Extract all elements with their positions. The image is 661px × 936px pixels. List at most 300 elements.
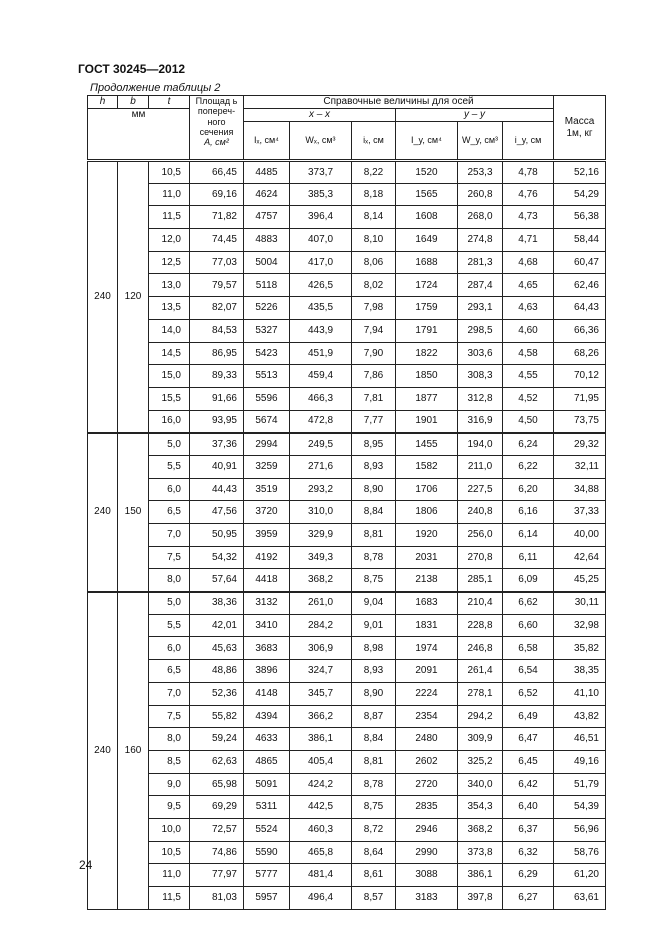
mass-header: Масса 1м, кг bbox=[554, 96, 606, 161]
ry-cell: 6,09 bbox=[503, 569, 554, 592]
rx-cell: 8,78 bbox=[352, 773, 396, 796]
iy-cell: 2091 bbox=[396, 660, 458, 683]
mass-cell: 61,20 bbox=[554, 864, 606, 887]
ix-cell: 4633 bbox=[244, 728, 290, 751]
ix-cell: 3959 bbox=[244, 524, 290, 547]
ix-cell: 5423 bbox=[244, 342, 290, 365]
iy-cell: 2602 bbox=[396, 750, 458, 773]
wy-cell: 246,8 bbox=[458, 637, 503, 660]
wx-cell: 407,0 bbox=[290, 229, 352, 252]
t-cell: 9,0 bbox=[149, 773, 190, 796]
ry-cell: 4,73 bbox=[503, 206, 554, 229]
ix-cell: 5311 bbox=[244, 796, 290, 819]
wx-cell: 405,4 bbox=[290, 750, 352, 773]
rx-cell: 8,75 bbox=[352, 569, 396, 592]
t-cell: 8,0 bbox=[149, 728, 190, 751]
area-cell: 45,63 bbox=[190, 637, 244, 660]
table-row bbox=[88, 455, 606, 478]
wy-cell: 340,0 bbox=[458, 773, 503, 796]
wx-cell: 271,6 bbox=[290, 455, 352, 478]
area-cell: 50,95 bbox=[190, 524, 244, 547]
area-cell: 79,57 bbox=[190, 274, 244, 297]
ry-cell: 6,20 bbox=[503, 478, 554, 501]
ry-cell: 6,11 bbox=[503, 546, 554, 569]
area-cell: 44,43 bbox=[190, 478, 244, 501]
mass-cell: 41,10 bbox=[554, 682, 606, 705]
iy-cell: 1520 bbox=[396, 161, 458, 184]
t-cell: 16,0 bbox=[149, 410, 190, 433]
area-cell: 57,64 bbox=[190, 569, 244, 592]
t-cell: 7,0 bbox=[149, 524, 190, 547]
rx-cell: 8,57 bbox=[352, 887, 396, 910]
mass-cell: 51,79 bbox=[554, 773, 606, 796]
ix-cell: 4418 bbox=[244, 569, 290, 592]
area-cell: 93,95 bbox=[190, 410, 244, 433]
mass-cell: 56,96 bbox=[554, 818, 606, 841]
area-symbol: A, см² bbox=[204, 137, 229, 148]
mass-cell: 46,51 bbox=[554, 728, 606, 751]
group-240x160 bbox=[88, 592, 606, 910]
wx-header: Wₓ, см³ bbox=[290, 122, 352, 161]
t-cell: 5,5 bbox=[149, 455, 190, 478]
b-value-cell: 120 bbox=[118, 161, 149, 433]
ry-cell: 4,55 bbox=[503, 365, 554, 388]
h-value-cell: 240 bbox=[88, 161, 118, 433]
t-cell: 7,5 bbox=[149, 705, 190, 728]
iy-cell: 3183 bbox=[396, 887, 458, 910]
table-row bbox=[88, 229, 606, 252]
wy-cell: 309,9 bbox=[458, 728, 503, 751]
area-cell: 54,32 bbox=[190, 546, 244, 569]
wx-cell: 496,4 bbox=[290, 887, 352, 910]
area-cell: 69,16 bbox=[190, 183, 244, 206]
t-cell: 13,0 bbox=[149, 274, 190, 297]
group-240x150 bbox=[88, 433, 606, 592]
t-cell: 5,0 bbox=[149, 433, 190, 456]
iy-cell: 1649 bbox=[396, 229, 458, 252]
ry-header: i_y, см bbox=[503, 122, 554, 161]
ix-cell: 5226 bbox=[244, 297, 290, 320]
wx-cell: 472,8 bbox=[290, 410, 352, 433]
ix-cell: 3519 bbox=[244, 478, 290, 501]
rx-header: iₓ, см bbox=[352, 122, 396, 161]
table-row bbox=[88, 206, 606, 229]
t-cell: 10,5 bbox=[149, 161, 190, 184]
table-row bbox=[88, 365, 606, 388]
wx-cell: 306,9 bbox=[290, 637, 352, 660]
mass-cell: 32,98 bbox=[554, 614, 606, 637]
iy-cell: 1831 bbox=[396, 614, 458, 637]
iy-cell: 2138 bbox=[396, 569, 458, 592]
table-row bbox=[88, 818, 606, 841]
mass-cell: 58,44 bbox=[554, 229, 606, 252]
wy-cell: 354,3 bbox=[458, 796, 503, 819]
wy-cell: 312,8 bbox=[458, 387, 503, 410]
area-cell: 62,63 bbox=[190, 750, 244, 773]
table-header bbox=[88, 96, 606, 161]
t-cell: 7,5 bbox=[149, 546, 190, 569]
t-cell: 15,0 bbox=[149, 365, 190, 388]
wx-cell: 249,5 bbox=[290, 433, 352, 456]
ix-cell: 3132 bbox=[244, 592, 290, 615]
wx-cell: 442,5 bbox=[290, 796, 352, 819]
mass-cell: 71,95 bbox=[554, 387, 606, 410]
wy-cell: 227,5 bbox=[458, 478, 503, 501]
mass-cell: 52,16 bbox=[554, 161, 606, 184]
table-row bbox=[88, 614, 606, 637]
table-row bbox=[88, 478, 606, 501]
t-cell: 11,5 bbox=[149, 887, 190, 910]
mass-cell: 54,29 bbox=[554, 183, 606, 206]
wy-cell: 294,2 bbox=[458, 705, 503, 728]
rx-cell: 8,18 bbox=[352, 183, 396, 206]
ix-cell: 3720 bbox=[244, 501, 290, 524]
area-cell: 74,86 bbox=[190, 841, 244, 864]
t-cell: 6,0 bbox=[149, 637, 190, 660]
t-cell: 15,5 bbox=[149, 387, 190, 410]
t-cell: 10,0 bbox=[149, 818, 190, 841]
mass-cell: 64,43 bbox=[554, 297, 606, 320]
mass-cell: 68,26 bbox=[554, 342, 606, 365]
col-t-header: t bbox=[149, 96, 190, 109]
rx-cell: 7,81 bbox=[352, 387, 396, 410]
ry-cell: 6,37 bbox=[503, 818, 554, 841]
wx-cell: 435,5 bbox=[290, 297, 352, 320]
table-row bbox=[88, 342, 606, 365]
rx-cell: 7,98 bbox=[352, 297, 396, 320]
ry-cell: 6,27 bbox=[503, 887, 554, 910]
ix-cell: 4394 bbox=[244, 705, 290, 728]
table-row bbox=[88, 705, 606, 728]
area-cell: 72,57 bbox=[190, 818, 244, 841]
area-cell: 38,36 bbox=[190, 592, 244, 615]
ix-cell: 5777 bbox=[244, 864, 290, 887]
t-cell: 9,5 bbox=[149, 796, 190, 819]
page-number: 24 bbox=[79, 858, 93, 872]
mass-cell: 62,46 bbox=[554, 274, 606, 297]
ry-cell: 4,71 bbox=[503, 229, 554, 252]
ry-cell: 6,24 bbox=[503, 433, 554, 456]
table-row bbox=[88, 728, 606, 751]
mass-cell: 37,33 bbox=[554, 501, 606, 524]
wy-cell: 386,1 bbox=[458, 864, 503, 887]
table-row bbox=[88, 546, 606, 569]
wy-cell: 194,0 bbox=[458, 433, 503, 456]
wx-cell: 385,3 bbox=[290, 183, 352, 206]
table-row bbox=[88, 274, 606, 297]
ix-cell: 4192 bbox=[244, 546, 290, 569]
mass-cell: 63,61 bbox=[554, 887, 606, 910]
wy-cell: 274,8 bbox=[458, 229, 503, 252]
ix-cell: 5957 bbox=[244, 887, 290, 910]
wy-cell: 316,9 bbox=[458, 410, 503, 433]
ix-cell: 4865 bbox=[244, 750, 290, 773]
rx-cell: 8,64 bbox=[352, 841, 396, 864]
t-cell: 11,5 bbox=[149, 206, 190, 229]
wy-cell: 240,8 bbox=[458, 501, 503, 524]
area-cell: 89,33 bbox=[190, 365, 244, 388]
ix-cell: 5524 bbox=[244, 818, 290, 841]
rx-cell: 8,87 bbox=[352, 705, 396, 728]
mass-cell: 73,75 bbox=[554, 410, 606, 433]
table-row bbox=[88, 297, 606, 320]
document-title: ГОСТ 30245—2012 bbox=[78, 62, 186, 76]
mass-cell: 38,35 bbox=[554, 660, 606, 683]
wx-cell: 324,7 bbox=[290, 660, 352, 683]
ix-cell: 4148 bbox=[244, 682, 290, 705]
mass-cell: 49,16 bbox=[554, 750, 606, 773]
area-cell: 40,91 bbox=[190, 455, 244, 478]
ry-cell: 4,63 bbox=[503, 297, 554, 320]
t-cell: 14,0 bbox=[149, 319, 190, 342]
area-cell: 42,01 bbox=[190, 614, 244, 637]
rx-cell: 7,90 bbox=[352, 342, 396, 365]
iy-cell: 1877 bbox=[396, 387, 458, 410]
table-row bbox=[88, 161, 606, 184]
area-cell: 55,82 bbox=[190, 705, 244, 728]
table-row bbox=[88, 682, 606, 705]
rx-cell: 8,75 bbox=[352, 796, 396, 819]
rx-cell: 7,86 bbox=[352, 365, 396, 388]
ix-cell: 3259 bbox=[244, 455, 290, 478]
wx-cell: 466,3 bbox=[290, 387, 352, 410]
wx-cell: 386,1 bbox=[290, 728, 352, 751]
iy-cell: 1974 bbox=[396, 637, 458, 660]
ry-cell: 6,52 bbox=[503, 682, 554, 705]
iy-cell: 2835 bbox=[396, 796, 458, 819]
t-cell: 5,0 bbox=[149, 592, 190, 615]
ix-cell: 5327 bbox=[244, 319, 290, 342]
wy-cell: 281,3 bbox=[458, 251, 503, 274]
ix-cell: 5590 bbox=[244, 841, 290, 864]
wx-cell: 424,2 bbox=[290, 773, 352, 796]
table-row bbox=[88, 864, 606, 887]
ry-cell: 4,50 bbox=[503, 410, 554, 433]
table-row bbox=[88, 660, 606, 683]
rx-cell: 7,94 bbox=[352, 319, 396, 342]
table-row bbox=[88, 387, 606, 410]
wx-cell: 366,2 bbox=[290, 705, 352, 728]
wy-header: W_y, см³ bbox=[458, 122, 503, 161]
iy-cell: 1901 bbox=[396, 410, 458, 433]
t-cell: 13,5 bbox=[149, 297, 190, 320]
wx-cell: 284,2 bbox=[290, 614, 352, 637]
h-value-cell: 240 bbox=[88, 433, 118, 592]
iy-cell: 2720 bbox=[396, 773, 458, 796]
wy-cell: 368,2 bbox=[458, 818, 503, 841]
table-row bbox=[88, 773, 606, 796]
area-cell: 52,36 bbox=[190, 682, 244, 705]
wx-cell: 329,9 bbox=[290, 524, 352, 547]
iy-cell: 3088 bbox=[396, 864, 458, 887]
iy-cell: 2354 bbox=[396, 705, 458, 728]
ry-cell: 6,49 bbox=[503, 705, 554, 728]
mass-cell: 66,36 bbox=[554, 319, 606, 342]
ry-cell: 4,76 bbox=[503, 183, 554, 206]
rx-cell: 8,22 bbox=[352, 161, 396, 184]
wx-cell: 481,4 bbox=[290, 864, 352, 887]
wy-cell: 285,1 bbox=[458, 569, 503, 592]
ry-cell: 4,58 bbox=[503, 342, 554, 365]
ix-cell: 5091 bbox=[244, 773, 290, 796]
rx-cell: 7,77 bbox=[352, 410, 396, 433]
iy-cell: 2224 bbox=[396, 682, 458, 705]
wx-cell: 349,3 bbox=[290, 546, 352, 569]
ry-cell: 6,42 bbox=[503, 773, 554, 796]
wy-cell: 308,3 bbox=[458, 365, 503, 388]
area-cell: 37,36 bbox=[190, 433, 244, 456]
rx-cell: 8,14 bbox=[352, 206, 396, 229]
rx-cell: 8,90 bbox=[352, 478, 396, 501]
rx-cell: 8,81 bbox=[352, 750, 396, 773]
wx-cell: 368,2 bbox=[290, 569, 352, 592]
wy-cell: 325,2 bbox=[458, 750, 503, 773]
wx-cell: 465,8 bbox=[290, 841, 352, 864]
ix-cell: 5118 bbox=[244, 274, 290, 297]
area-header bbox=[190, 96, 244, 161]
ix-cell: 4485 bbox=[244, 161, 290, 184]
area-cell: 66,45 bbox=[190, 161, 244, 184]
ry-cell: 6,32 bbox=[503, 841, 554, 864]
t-cell: 7,0 bbox=[149, 682, 190, 705]
area-cell: 81,03 bbox=[190, 887, 244, 910]
ry-cell: 4,68 bbox=[503, 251, 554, 274]
ry-cell: 6,60 bbox=[503, 614, 554, 637]
mass-cell: 32,11 bbox=[554, 455, 606, 478]
wy-cell: 287,4 bbox=[458, 274, 503, 297]
group-240x120 bbox=[88, 161, 606, 433]
iy-cell: 1582 bbox=[396, 455, 458, 478]
t-cell: 6,0 bbox=[149, 478, 190, 501]
rx-cell: 8,95 bbox=[352, 433, 396, 456]
ry-cell: 4,60 bbox=[503, 319, 554, 342]
iy-cell: 1791 bbox=[396, 319, 458, 342]
area-cell: 84,53 bbox=[190, 319, 244, 342]
table-row bbox=[88, 319, 606, 342]
axis-yy-header: y – y bbox=[396, 109, 554, 122]
iy-cell: 1822 bbox=[396, 342, 458, 365]
rx-cell: 8,90 bbox=[352, 682, 396, 705]
table-row bbox=[88, 637, 606, 660]
iy-cell: 1724 bbox=[396, 274, 458, 297]
t-cell: 10,5 bbox=[149, 841, 190, 864]
b-value-cell: 160 bbox=[118, 592, 149, 910]
rx-cell: 9,04 bbox=[352, 592, 396, 615]
ix-cell: 4757 bbox=[244, 206, 290, 229]
iy-cell: 2031 bbox=[396, 546, 458, 569]
iy-cell: 1688 bbox=[396, 251, 458, 274]
col-b-header: b bbox=[118, 96, 149, 109]
mass-cell: 40,00 bbox=[554, 524, 606, 547]
table-row bbox=[88, 841, 606, 864]
rx-cell: 8,72 bbox=[352, 818, 396, 841]
col-h-header: h bbox=[88, 96, 118, 109]
wx-cell: 417,0 bbox=[290, 251, 352, 274]
ix-cell: 3683 bbox=[244, 637, 290, 660]
ix-header: Iₓ, см⁴ bbox=[244, 122, 290, 161]
ry-cell: 6,40 bbox=[503, 796, 554, 819]
h-value-cell: 240 bbox=[88, 592, 118, 910]
mass-cell: 58,76 bbox=[554, 841, 606, 864]
t-cell: 6,5 bbox=[149, 660, 190, 683]
ix-cell: 5004 bbox=[244, 251, 290, 274]
t-cell: 8,0 bbox=[149, 569, 190, 592]
ry-cell: 4,78 bbox=[503, 161, 554, 184]
wx-cell: 426,5 bbox=[290, 274, 352, 297]
iy-cell: 2480 bbox=[396, 728, 458, 751]
mass-cell: 56,38 bbox=[554, 206, 606, 229]
wx-cell: 396,4 bbox=[290, 206, 352, 229]
table-continuation-caption: Продолжение таблицы 2 bbox=[90, 82, 221, 94]
ry-cell: 6,16 bbox=[503, 501, 554, 524]
rx-cell: 9,01 bbox=[352, 614, 396, 637]
wy-cell: 278,1 bbox=[458, 682, 503, 705]
table-row bbox=[88, 887, 606, 910]
ry-cell: 4,52 bbox=[503, 387, 554, 410]
t-cell: 12,0 bbox=[149, 229, 190, 252]
wy-cell: 253,3 bbox=[458, 161, 503, 184]
area-cell: 74,45 bbox=[190, 229, 244, 252]
wy-cell: 397,8 bbox=[458, 887, 503, 910]
wx-cell: 451,9 bbox=[290, 342, 352, 365]
wy-cell: 298,5 bbox=[458, 319, 503, 342]
area-cell: 71,82 bbox=[190, 206, 244, 229]
iy-cell: 1806 bbox=[396, 501, 458, 524]
ry-cell: 6,62 bbox=[503, 592, 554, 615]
rx-cell: 8,10 bbox=[352, 229, 396, 252]
mass-cell: 29,32 bbox=[554, 433, 606, 456]
wy-cell: 303,6 bbox=[458, 342, 503, 365]
iy-cell: 2946 bbox=[396, 818, 458, 841]
t-cell: 5,5 bbox=[149, 614, 190, 637]
table-row bbox=[88, 524, 606, 547]
mass-cell: 54,39 bbox=[554, 796, 606, 819]
t-cell: 14,5 bbox=[149, 342, 190, 365]
t-cell: 11,0 bbox=[149, 183, 190, 206]
wx-cell: 293,2 bbox=[290, 478, 352, 501]
reference-values-header: Справочные величины для осей bbox=[244, 96, 554, 109]
ry-cell: 6,58 bbox=[503, 637, 554, 660]
wy-cell: 211,0 bbox=[458, 455, 503, 478]
wy-cell: 261,4 bbox=[458, 660, 503, 683]
mass-cell: 30,11 bbox=[554, 592, 606, 615]
section-properties-table bbox=[87, 95, 606, 910]
mass-cell: 35,82 bbox=[554, 637, 606, 660]
ry-cell: 6,29 bbox=[503, 864, 554, 887]
wx-cell: 459,4 bbox=[290, 365, 352, 388]
mass-cell: 34,88 bbox=[554, 478, 606, 501]
area-cell: 69,29 bbox=[190, 796, 244, 819]
ix-cell: 3410 bbox=[244, 614, 290, 637]
ix-cell: 4624 bbox=[244, 183, 290, 206]
table-row bbox=[88, 251, 606, 274]
table-row bbox=[88, 501, 606, 524]
rx-cell: 8,61 bbox=[352, 864, 396, 887]
area-cell: 47,56 bbox=[190, 501, 244, 524]
ry-cell: 6,22 bbox=[503, 455, 554, 478]
rx-cell: 8,06 bbox=[352, 251, 396, 274]
wy-cell: 373,8 bbox=[458, 841, 503, 864]
ry-cell: 6,45 bbox=[503, 750, 554, 773]
table-row bbox=[88, 433, 606, 456]
t-cell: 6,5 bbox=[149, 501, 190, 524]
ix-cell: 4883 bbox=[244, 229, 290, 252]
rx-cell: 8,78 bbox=[352, 546, 396, 569]
area-cell: 48,86 bbox=[190, 660, 244, 683]
area-cell: 59,24 bbox=[190, 728, 244, 751]
mass-cell: 70,12 bbox=[554, 365, 606, 388]
area-cell: 65,98 bbox=[190, 773, 244, 796]
